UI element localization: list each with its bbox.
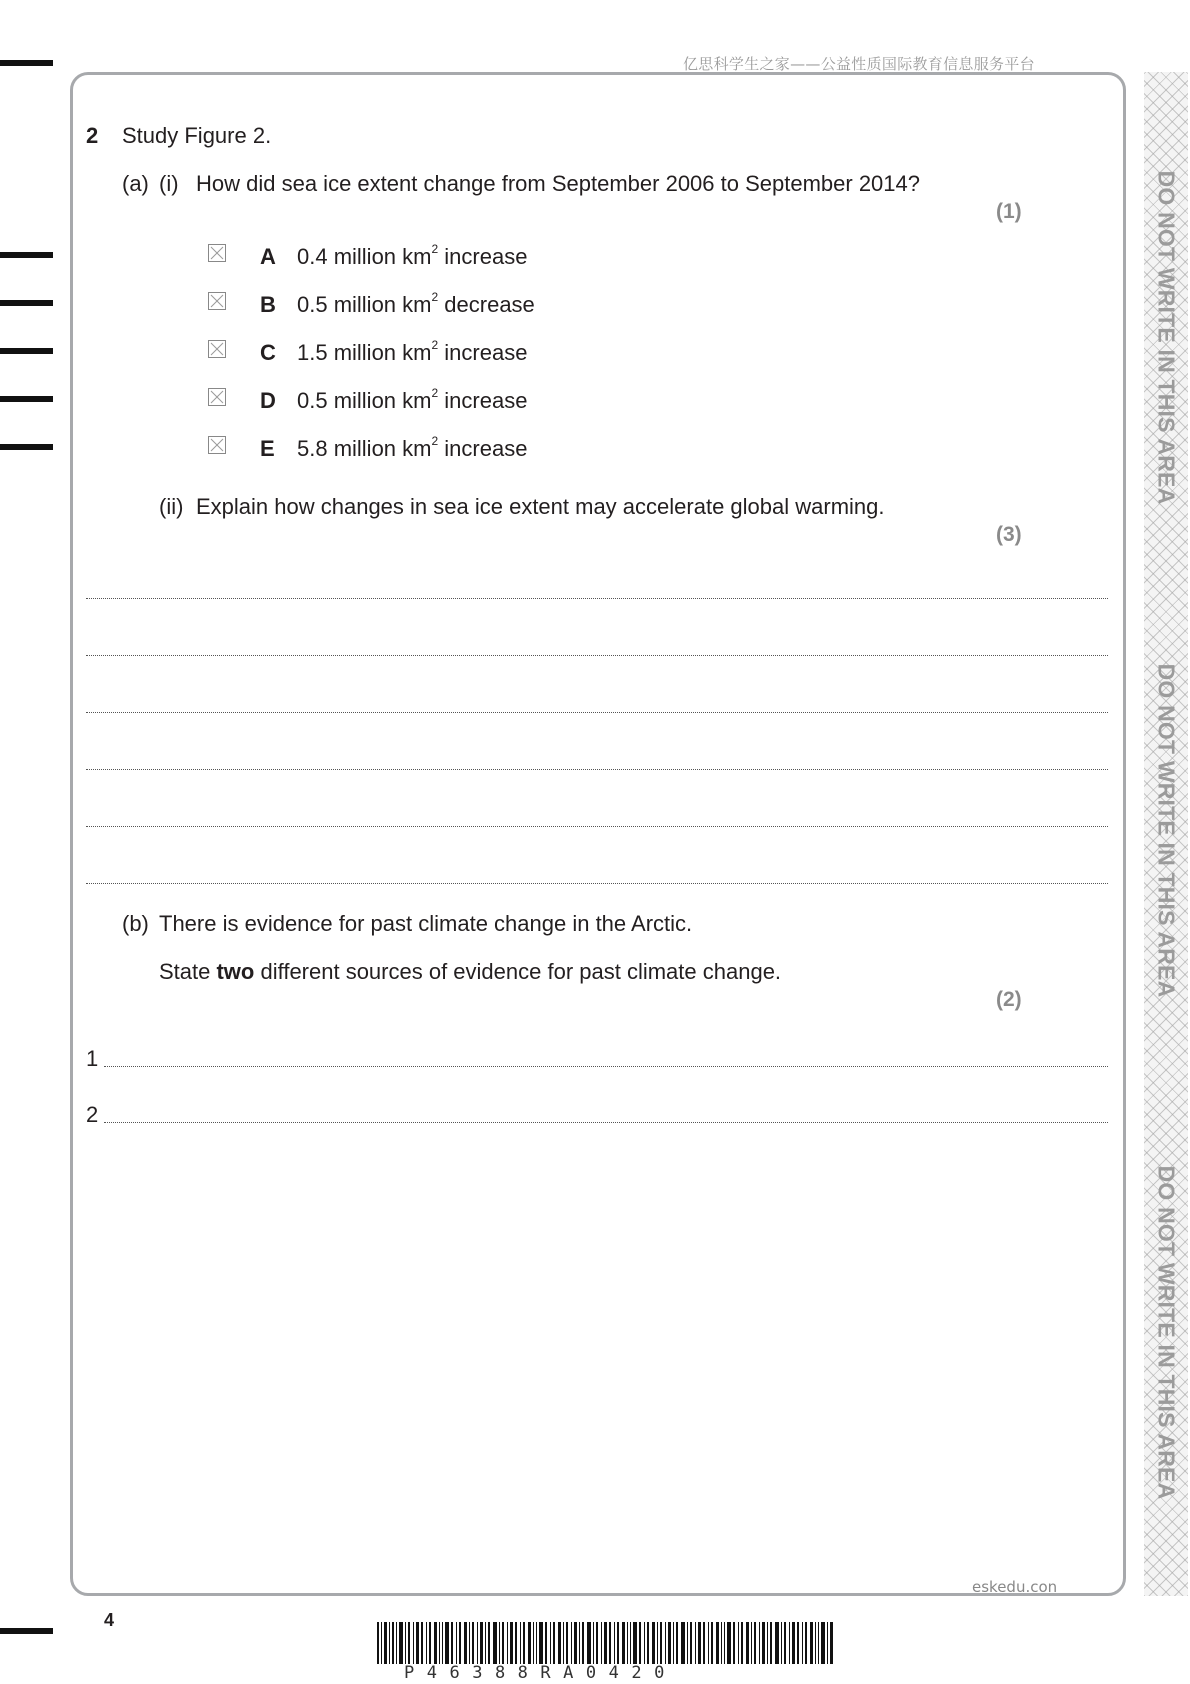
question-number: 2 <box>86 123 99 148</box>
margin-mark <box>0 1628 53 1634</box>
option-text: 5.8 million $km^2$ increase <box>297 434 528 461</box>
answer-line-1[interactable] <box>104 1066 1108 1067</box>
part-b-label: (b) <box>122 911 149 936</box>
option-letter: D <box>260 388 276 413</box>
option-letter: B <box>260 292 276 317</box>
checkbox[interactable] <box>208 292 226 310</box>
margin-mark <box>0 444 53 450</box>
sidebar-warning: DO NOT WRITE IN THIS AREA <box>1153 170 1180 504</box>
do-not-write-sidebar <box>1144 72 1188 1596</box>
answer-label-1: 1 <box>86 1046 99 1071</box>
checkbox[interactable] <box>208 244 226 262</box>
question-intro: Study Figure 2. <box>122 123 272 148</box>
answer-line[interactable] <box>86 655 1108 656</box>
option-c[interactable] <box>208 340 1108 370</box>
page-number: 4 <box>104 1610 115 1630</box>
option-e[interactable] <box>208 436 1108 466</box>
answer-label-2: 2 <box>86 1102 99 1127</box>
part-b-text: There is evidence for past climate change in the Arctic. <box>159 911 693 936</box>
option-text: 0.5 million $km^2$ increase <box>297 386 528 413</box>
sidebar-warning: DO NOT WRITE IN THIS AREA <box>1153 663 1180 997</box>
answer-line[interactable] <box>86 769 1108 770</box>
margin-mark <box>0 348 53 354</box>
answer-line[interactable] <box>86 598 1108 599</box>
option-text: 0.5 million $km^2$ decrease <box>297 290 535 317</box>
part-b-instruction: State two different sources of evidence for past climate change. <box>159 959 782 984</box>
part-a-ii-text: Explain how changes in sea ice extent may accelerate global warming. <box>196 494 885 519</box>
answer-line[interactable] <box>86 826 1108 827</box>
answer-line-2[interactable] <box>104 1122 1108 1123</box>
part-a-i-text: How did sea ice extent change from September 2006 to September 2014? <box>196 171 921 196</box>
option-letter: C <box>260 340 276 365</box>
marks-a-i: (1) <box>996 200 1022 223</box>
option-b[interactable] <box>208 292 1108 322</box>
barcode-number: P46388RA0420 <box>404 1663 677 1683</box>
sidebar-warning: DO NOT WRITE IN THIS AREA <box>1153 1165 1180 1499</box>
part-a-i-label: (i) <box>159 171 179 196</box>
option-text: 0.4 million $km^2$ increase <box>297 242 528 269</box>
header-watermark: 亿思科学生之家——公益性质国际教育信息服务平台 <box>683 55 1035 73</box>
answer-line[interactable] <box>86 712 1108 713</box>
option-letter: A <box>260 244 276 269</box>
footer-url: eskedu.con <box>972 1578 1058 1596</box>
answer-line[interactable] <box>86 883 1108 884</box>
option-a[interactable] <box>208 244 1108 274</box>
margin-mark <box>0 60 53 66</box>
option-letter: E <box>260 436 275 461</box>
marks-a-ii: (3) <box>996 523 1022 546</box>
option-d[interactable] <box>208 388 1108 418</box>
margin-mark <box>0 396 53 402</box>
barcode-image <box>377 1622 833 1664</box>
checkbox[interactable] <box>208 388 226 406</box>
option-text: 1.5 million $km^2$ increase <box>297 338 528 365</box>
marks-b: (2) <box>996 988 1022 1011</box>
margin-mark <box>0 252 53 258</box>
checkbox[interactable] <box>208 436 226 454</box>
part-a-ii-label: (ii) <box>159 494 184 519</box>
checkbox[interactable] <box>208 340 226 358</box>
part-a-label: (a) <box>122 171 149 196</box>
margin-mark <box>0 300 53 306</box>
